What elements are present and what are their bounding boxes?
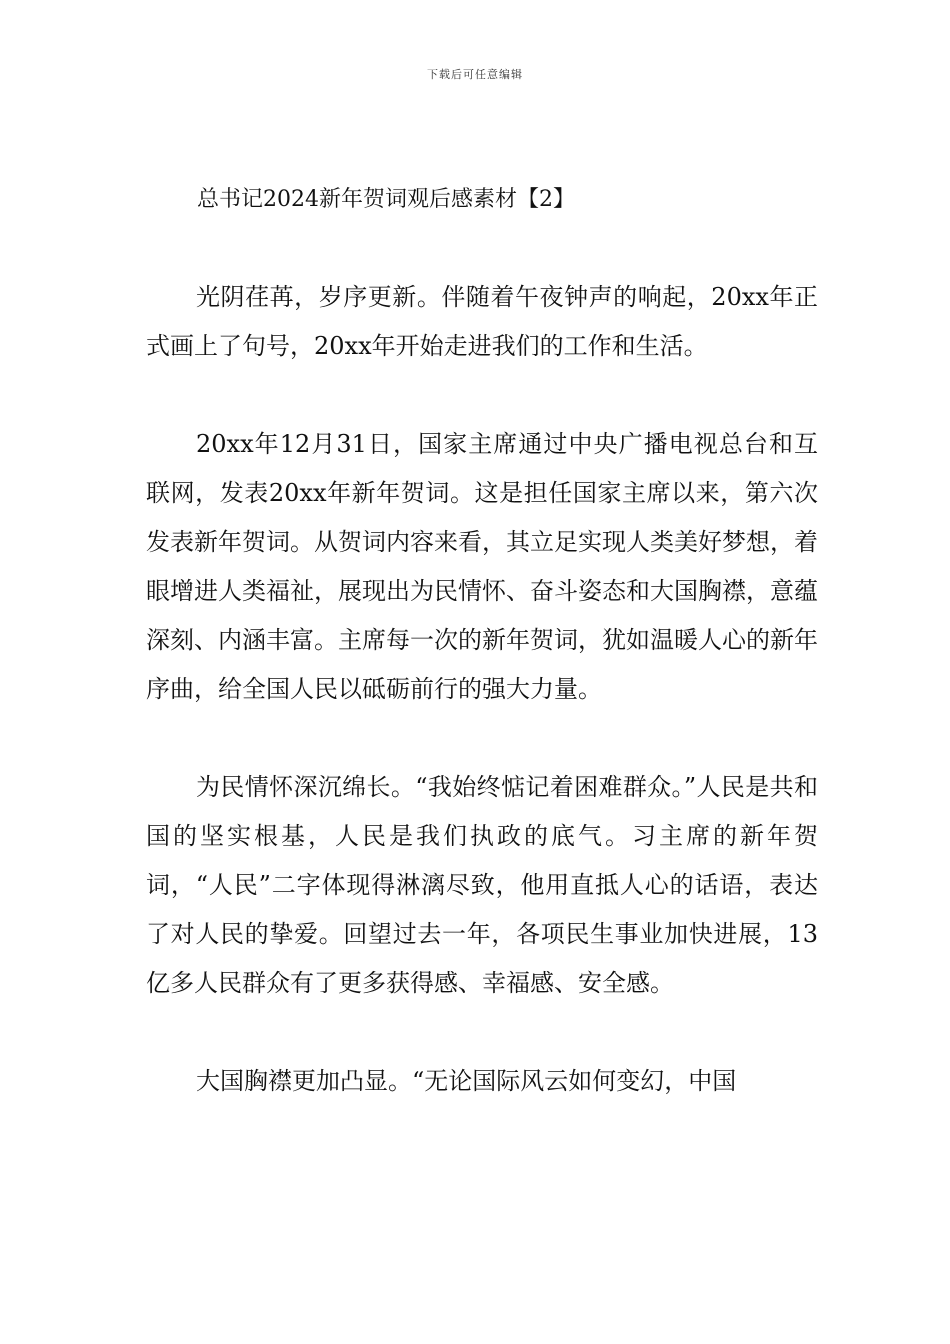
document-body xyxy=(146,273,818,1106)
header-note: 下载后可任意编辑 xyxy=(427,68,523,81)
paragraph-3: 为民情怀深沉绵长。“我始终惦记着困难群众。”人民是共和国的坚实根基，人民是我们执政的底气。习主席的新年贺词，“人民”二字体现得淋漓尽致，他用直抵人心的话语，表达了对人民的挚爱。回望过去一年，各项民生事业加快进展，13亿多人民群众有了更多获得感、幸福感、安全感。 xyxy=(146,773,818,997)
paragraph-1: 光阴荏苒，岁序更新。伴随着午夜钟声的响起，20xx年正式画上了句号，20xx年开始走进我们的工作和生活。 xyxy=(146,283,818,360)
paragraph-4: 大国胸襟更加凸显。“无论国际风云如何变幻，中国 xyxy=(196,1067,737,1095)
paragraph-2: 20xx年12月31日，国家主席通过中央广播电视总台和互联网，发表20xx年新年贺词。这是担任国家主席以来，第六次发表新年贺词。从贺词内容来看，其立足实现人类美好梦想，着眼增进人类福祉，展现出为民情怀、奋斗姿态和大国胸襟，意蕴深刻、内涵丰富。主席每一次的新年贺词，犹如温暖人心的新年序曲，给全国人民以砥砺前行的强大力量。 xyxy=(146,430,818,703)
document-title: 总书记2024新年贺词观后感素材【2】 xyxy=(197,187,575,212)
